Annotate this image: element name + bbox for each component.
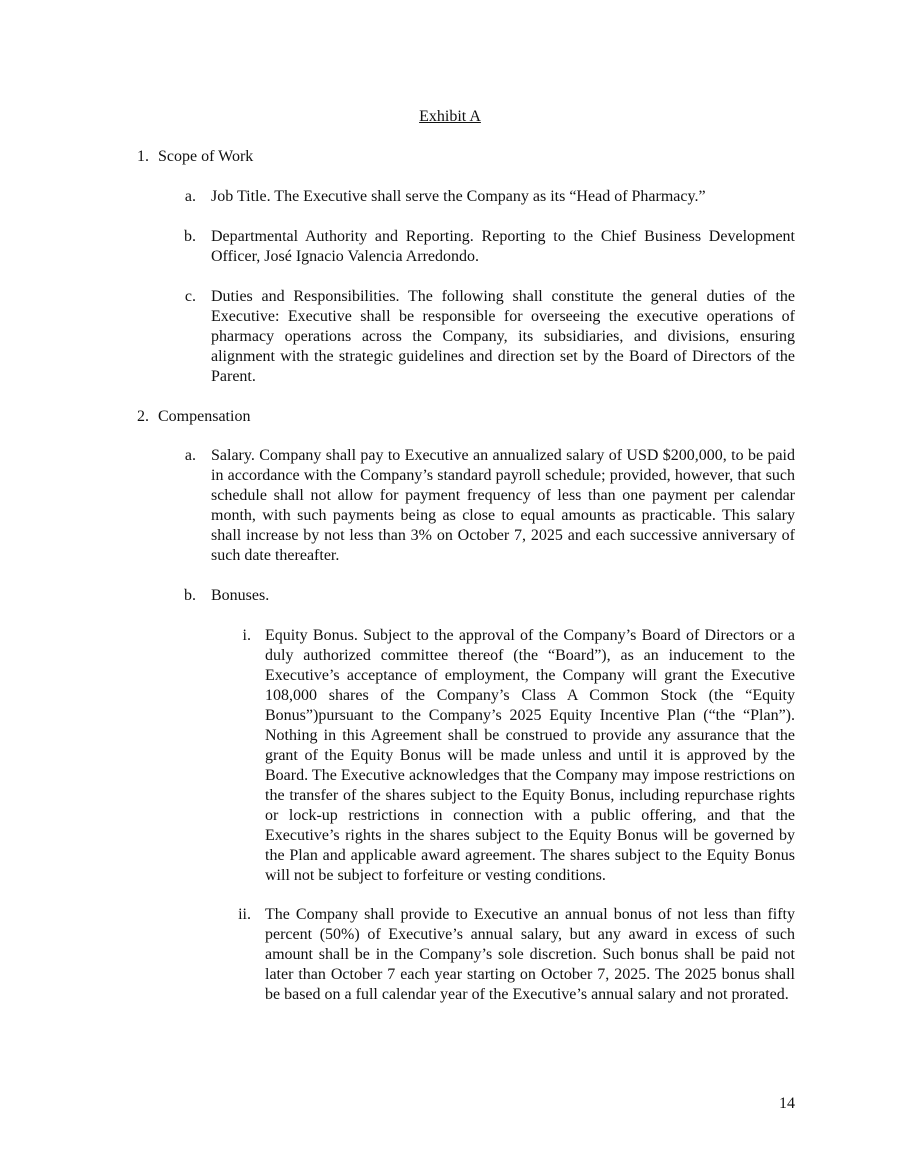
subitem-label: i. — [242, 627, 251, 644]
item-paragraph: Departmental Authority and Reporting. Reporting to the Chief Business Development Officer, José Ignacio Valencia Arredondo. — [211, 228, 795, 265]
subitem-paragraph: The Company shall provide to Executive an annual bonus of not less than fifty percent (50%) of Executive’s annual salary, but any award in excess of such amount shall be in the Company’s sole discretion. Such bonus shall be paid not later than October 7 each year starting on October 7, 2025. The 2025 bonus shall be based on a full calendar year of the Executive’s annual salary and not prorated. — [265, 906, 795, 1003]
subitem-label: ii. — [238, 906, 251, 923]
subitem-paragraph: Equity Bonus. Subject to the approval of the Company’s Board of Directors or a duly authorized committee thereof (the “Board”), as an inducement to the Executive’s acceptance of employment, the Company will grant the Executive 108,000 shares of the Company’s Class A Common Stock (the “Equity Bonus”)pursuant to the Company’s 2025 Equity Incentive Plan (“the “Plan”). Nothing in this Agreement shall be construed to provide any assurance that the grant of the Equity Bonus will be made unless and until it is approved by the Board. The Executive acknowledges that the Company may impose restrictions on the transfer of the shares subject to the Equity Bonus, including repurchase rights or lock-up restrictions in connection with a public offering, and that the Executive’s rights in the shares subject to the Equity Bonus will be governed by the Plan and applicable award agreement. The shares subject to the Equity Bonus will not be subject to forfeiture or vesting conditions. — [265, 627, 795, 884]
item-label: c. — [184, 288, 196, 305]
item-label: b. — [184, 228, 196, 245]
item-paragraph: Bonuses. — [211, 587, 270, 604]
item-label: a. — [184, 447, 196, 464]
item-paragraph: Duties and Responsibilities. The following shall constitute the general duties of the Executive: Executive shall be responsible for overseeing the executive operations of pharmacy operations across the Company, its subsidiaries, and divisions, ensuring alignment with the strategic guidelines and direction set by the Board of Directors of the Parent. — [211, 288, 795, 385]
page-number: 14 — [779, 1095, 795, 1112]
section-heading: Compensation — [158, 408, 251, 425]
item-label: a. — [184, 188, 196, 205]
item-paragraph: Job Title. The Executive shall serve the Company as its “Head of Pharmacy.” — [211, 188, 706, 205]
section-number: 2. — [137, 408, 149, 425]
page-title: Exhibit A — [419, 108, 481, 125]
section-heading: Scope of Work — [158, 148, 254, 165]
item-label: b. — [184, 587, 196, 604]
item-paragraph: Salary. Company shall pay to Executive an annualized salary of USD $200,000, to be paid in accordance with the Company’s standard payroll schedule; provided, however, that such schedule shall not allow for payment frequency of less than one payment per calendar month, with such payments being as close to equal amounts as practicable. This salary shall increase by not less than 3% on October 7, 2025 and each successive anniversary of such date thereafter. — [211, 447, 795, 564]
section-number: 1. — [137, 148, 149, 165]
